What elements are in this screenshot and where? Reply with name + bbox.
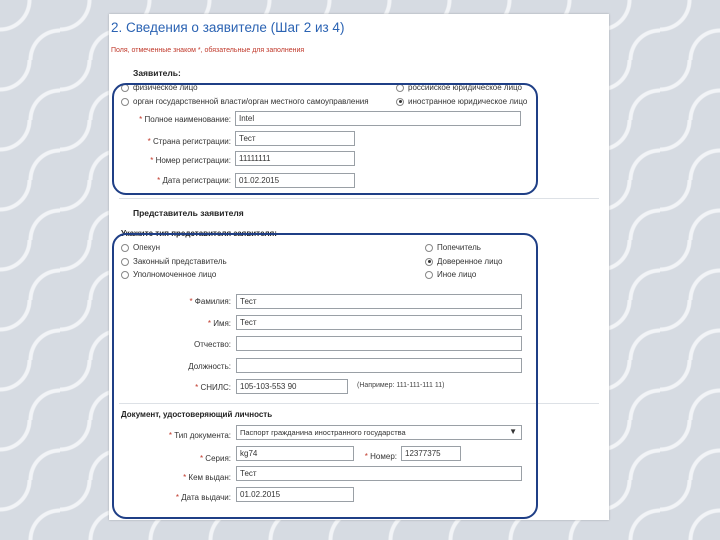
middle-name-label: Отчество: [194,340,231,349]
radio-label: Доверенное лицо [437,257,503,266]
highlight-applicant [112,83,538,195]
issue-date-label: * Дата выдачи: [175,493,231,502]
first-name-label: * Имя: [207,319,231,328]
snils-hint: (Например: 111-111-111 11) [357,382,445,389]
page-title: 2. Сведения о заявителе (Шаг 2 из 4) [111,20,345,35]
representative-section-title: Представитель заявителя [133,208,244,218]
radio-label: Уполномоченное лицо [133,270,217,279]
position-label: Должность: [188,362,231,371]
divider [119,198,599,199]
radio-label: орган государственной власти/орган местного самоуправления [133,97,369,106]
number-input[interactable]: 12377375 [401,446,461,461]
number-label: * Номер: [364,452,397,461]
highlight-representative [112,233,538,519]
radio-label: Законный представитель [133,257,227,266]
full-name-label: * Полное наименование: [139,115,231,124]
snils-input[interactable]: 105-103-553 90 [236,379,348,394]
radio-label: российское юридическое лицо [408,83,523,92]
reg-number-input[interactable]: 11111111 [235,151,355,166]
last-name-label: * Фамилия: [189,297,231,306]
snils-label: * СНИЛС: [195,383,231,392]
series-label: * Серия: [199,454,231,463]
representative-type-prompt: Укажите тип представителя заявителя: [121,229,277,238]
required-note: Поля, отмеченные знаком *, обязательные для заполнения [111,47,305,54]
country-label: * Страна регистрации: [147,137,231,146]
issued-by-label: * Кем выдан: [183,473,231,482]
doc-type-value: Паспорт гражданина иностранного государства [240,428,406,437]
reg-date-label: * Дата регистрации: [157,176,231,185]
issue-date-input[interactable]: 01.02.2015 [236,487,354,502]
full-name-input[interactable]: Intel [235,111,521,126]
radio-label: Опекун [133,243,161,252]
dropdown-arrow-icon: ▼ [509,427,517,436]
applicant-section-title: Заявитель: [133,68,181,78]
issued-by-input[interactable]: Тест [236,466,522,481]
radio-label: Иное лицо [437,270,477,279]
last-name-input[interactable]: Тест [236,294,522,309]
reg-number-label: * Номер регистрации: [150,156,231,165]
first-name-input[interactable]: Тест [236,315,522,330]
country-input[interactable]: Тест [235,131,355,146]
reg-date-input[interactable]: 01.02.2015 [235,173,355,188]
series-input[interactable]: kg74 [236,446,354,461]
doc-type-label: * Тип документа: [168,431,231,440]
document-section-title: Документ, удостоверяющий личность [121,410,273,419]
radio-label: иностранное юридическое лицо [408,97,528,106]
radio-label: физическое лицо [133,83,198,92]
radio-label: Попечитель [437,243,481,252]
